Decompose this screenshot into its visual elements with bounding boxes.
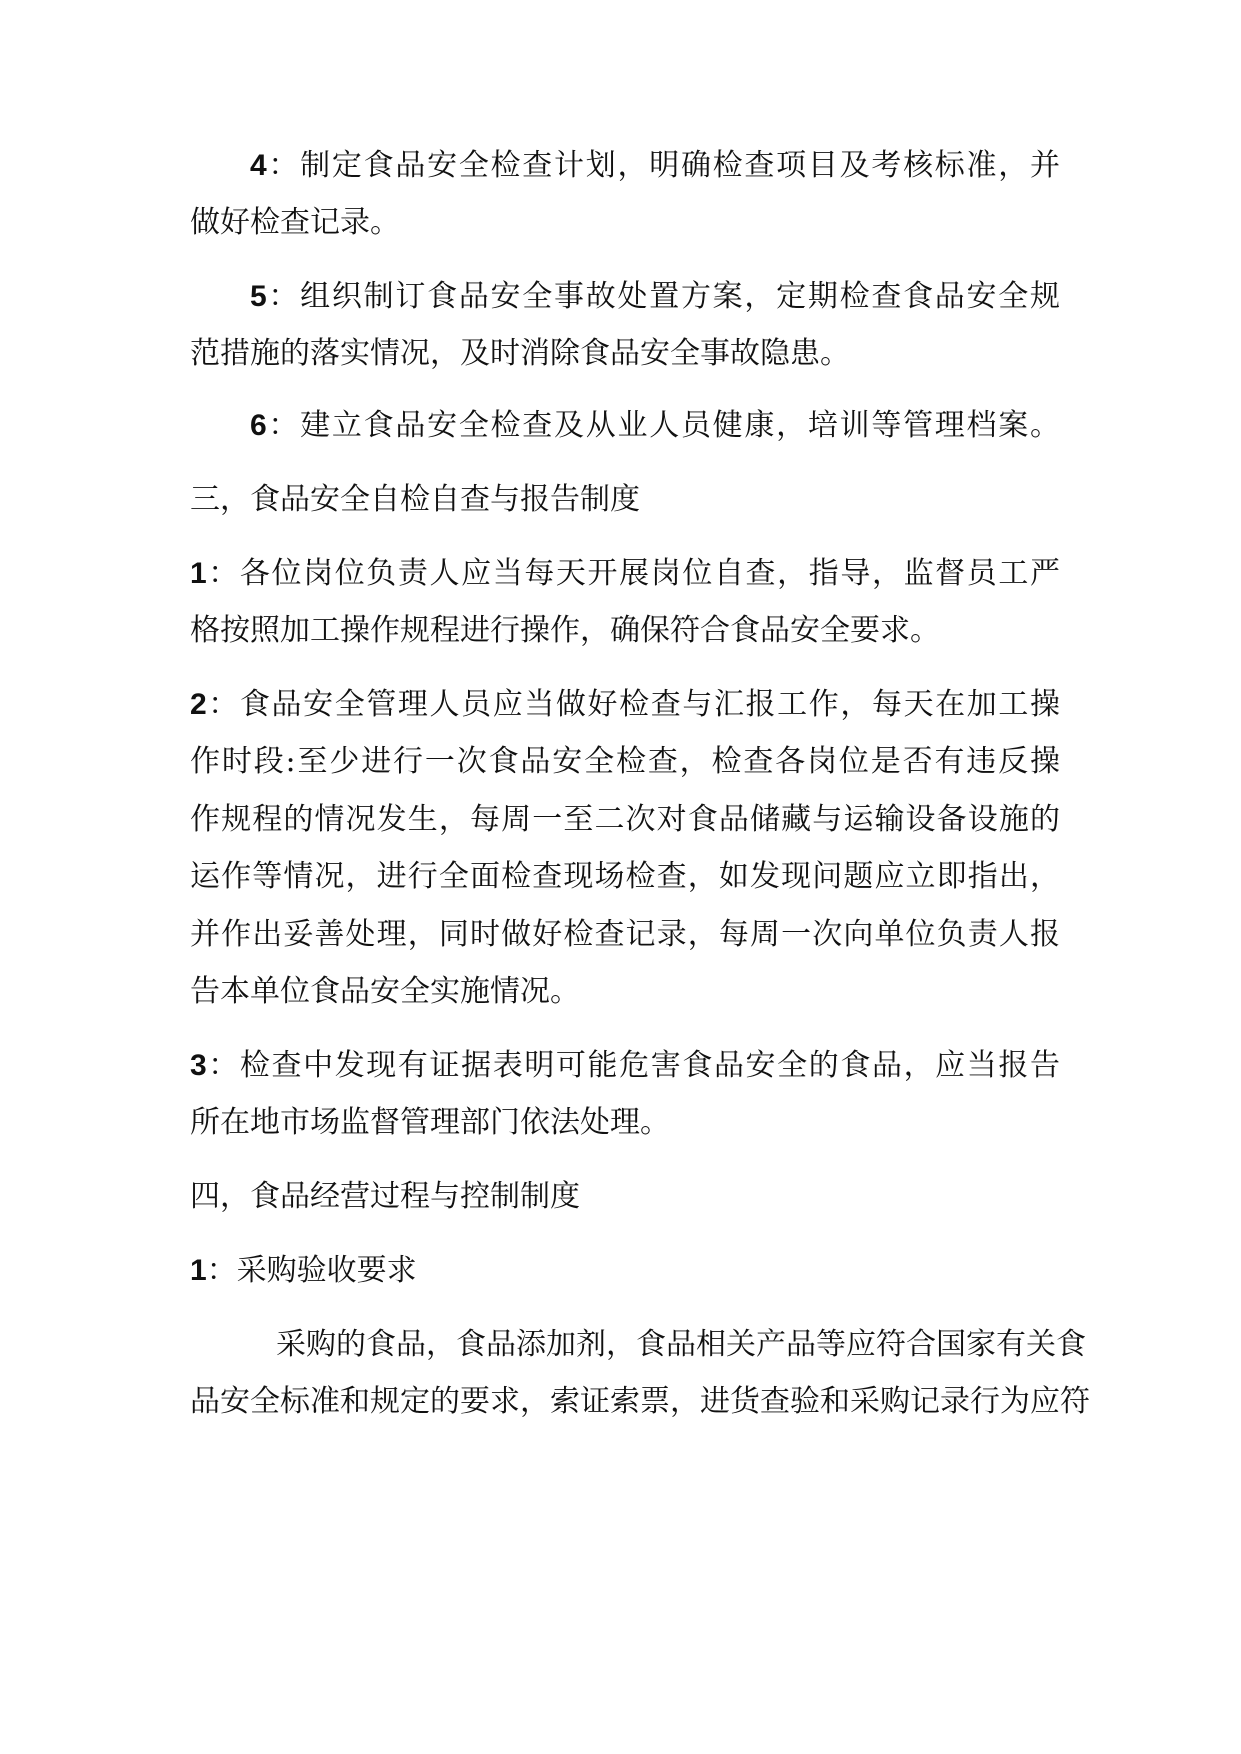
item-number: 3 <box>190 1049 207 1082</box>
item-text: ：组织制订食品安全事故处置方案，定期检查食品安全规 <box>266 279 1060 314</box>
item-text: ：检查中发现有证据表明可能危害食品安全的食品，应当报告 <box>206 1048 1060 1083</box>
item-number: 5 <box>250 280 267 313</box>
item-text: ：食品安全管理人员应当做好检查与汇报工作，每天在加工操 <box>206 687 1060 722</box>
item-5-line-2: 范措施的落实情况，及时消除食品安全事故隐患。 <box>190 336 850 371</box>
paragraph-line-1: 采购的食品，食品添加剂，食品相关产品等应符合国家有关食 <box>276 1327 1086 1362</box>
section-3-item-1-line-1 <box>190 554 1060 594</box>
item-number: 6 <box>250 409 267 442</box>
item-4-line-2: 做好检查记录。 <box>190 205 400 240</box>
section-3-item-2-line-6: 告本单位食品安全实施情况。 <box>190 974 580 1009</box>
item-text: ：制定食品安全检查计划，明确检查项目及考核标准，并 <box>266 148 1060 183</box>
section-4-item-1 <box>190 1251 1060 1291</box>
item-text: ：采购验收要求 <box>206 1253 417 1288</box>
section-3-item-2-line-3: 作规程的情况发生，每周一至二次对食品储藏与运输设备设施的 <box>190 802 1060 837</box>
paragraph-line-2: 品安全标准和规定的要求，索证索票，进货查验和采购记录行为应符 <box>190 1384 1090 1419</box>
item-text: ：建立食品安全检查及从业人员健康，培训等管理档案。 <box>266 408 1060 443</box>
item-number: 1 <box>190 557 207 590</box>
section-heading-3: 三，食品安全自检自查与报告制度 <box>190 482 640 517</box>
section-3-item-3-line-2: 所在地市场监督管理部门依法处理。 <box>190 1105 670 1140</box>
item-text: ：各位岗位负责人应当每天开展岗位自查，指导，监督员工严 <box>206 556 1060 591</box>
item-5-line-1 <box>250 277 1060 317</box>
section-3-item-2-line-2: 作时段:至少进行一次食品安全检查，检查各岗位是否有违反操 <box>190 744 1060 779</box>
item-number: 4 <box>250 149 267 182</box>
section-heading-4: 四，食品经营过程与控制制度 <box>190 1179 580 1214</box>
section-3-item-1-line-2: 格按照加工操作规程进行操作，确保符合食品安全要求。 <box>190 613 940 648</box>
item-number: 1 <box>190 1254 207 1287</box>
section-3-item-2-line-4: 运作等情况，进行全面检查现场检查，如发现问题应立即指出， <box>190 859 1060 894</box>
item-4-line-1 <box>250 146 1060 186</box>
section-3-item-2-line-1 <box>190 685 1060 725</box>
item-6-line-1 <box>250 406 1060 446</box>
section-3-item-3-line-1 <box>190 1046 1060 1086</box>
item-number: 2 <box>190 688 207 721</box>
section-3-item-2-line-5: 并作出妥善处理，同时做好检查记录，每周一次向单位负责人报 <box>190 917 1060 952</box>
